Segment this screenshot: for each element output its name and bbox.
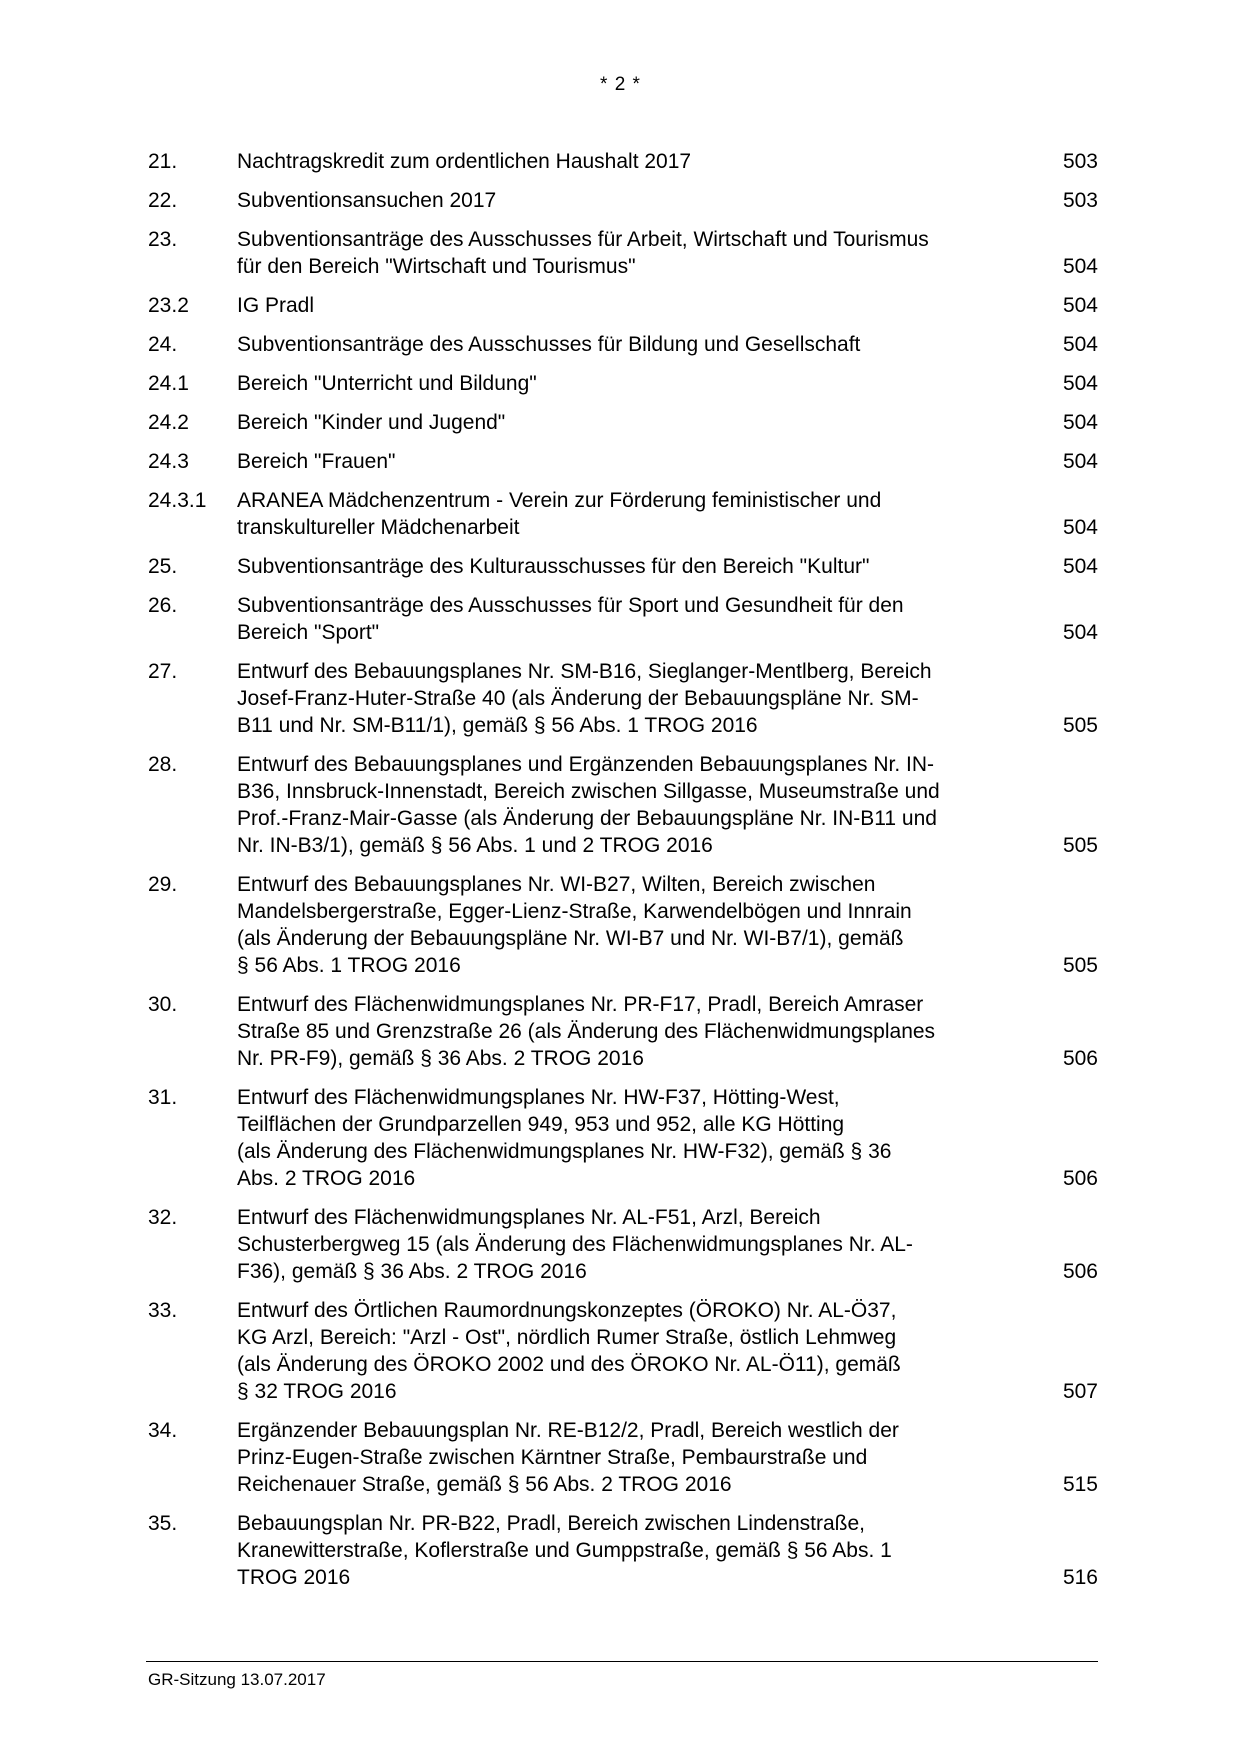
toc-entry-page: 506: [1062, 1260, 1098, 1283]
toc-entry-number: 24.3: [148, 450, 189, 473]
toc-entry-number: 24.3.1: [148, 489, 207, 512]
toc-entry-30: [148, 991, 1098, 1072]
toc-entry-24-2: [148, 409, 1098, 436]
toc-entry-title: Nachtragskredit zum ordentlichen Haushalt 2017: [237, 150, 692, 173]
toc-entry-22: [148, 187, 1098, 214]
toc-entry-number: 23.: [148, 228, 178, 251]
toc-entry-23-2: [148, 292, 1098, 319]
toc-entry-25: [148, 553, 1098, 580]
toc-entry-title: Entwurf des Bebauungsplanes und Ergänzenden Bebauungsplanes Nr. IN- B36, Innsbruck-Innenstadt, Bereich zwischen Sillgasse, Museumstraße und Prof.-Franz-Mair-Gasse (als Änderung der Bebauungspläne Nr. IN-B11 und Nr. IN-B3/1), gemäß § 56 Abs. 1 und 2 TROG 2016: [237, 753, 940, 857]
toc-entry-title: Subventionsansuchen 2017: [237, 189, 497, 212]
toc-entry-number: 24.2: [148, 411, 189, 434]
toc-entry-number: 30.: [148, 993, 178, 1016]
toc-entry-number: 24.: [148, 333, 178, 356]
toc-entry-page: 506: [1062, 1047, 1098, 1070]
toc-entry-page: 503: [1062, 189, 1098, 212]
toc-entry-26: [148, 592, 1098, 646]
toc-entry-page: 504: [1062, 255, 1098, 278]
toc-entry-29: [148, 871, 1098, 979]
toc-entry-number: 24.1: [148, 372, 189, 395]
table-of-contents: [148, 148, 1098, 1603]
toc-entry-page: 504: [1062, 621, 1098, 644]
toc-entry-number: 34.: [148, 1419, 178, 1442]
toc-entry-35: [148, 1510, 1098, 1591]
toc-entry-number: 35.: [148, 1512, 178, 1535]
toc-entry-page: 504: [1062, 411, 1098, 434]
toc-entry-title: Subventionsanträge des Kulturausschusses für den Bereich "Kultur": [237, 555, 870, 578]
footer-divider: [146, 1661, 1098, 1662]
toc-entry-21: [148, 148, 1098, 175]
toc-entry-page: 503: [1062, 150, 1098, 173]
toc-entry-page: 515: [1062, 1473, 1098, 1496]
toc-entry-24-3: [148, 448, 1098, 475]
toc-entry-title: Subventionsanträge des Ausschusses für Sport und Gesundheit für den Bereich "Sport": [237, 594, 904, 644]
toc-entry-number: 21.: [148, 150, 178, 173]
toc-entry-title: Entwurf des Bebauungsplanes Nr. WI-B27, Wilten, Bereich zwischen Mandelsbergerstraße, Egger-Lienz-Straße, Karwendelbögen und Innrain (als Änderung der Bebauungspläne Nr. WI-B7 und Nr. WI-B7/1), gemäß § 56 Abs. 1 TROG 2016: [237, 873, 912, 977]
toc-entry-title: Entwurf des Örtlichen Raumordnungskonzeptes (ÖROKO) Nr. AL-Ö37, KG Arzl, Bereich: "Arzl - Ost", nördlich Rumer Straße, östlich Lehmweg (als Änderung des ÖROKO 2002 und des ÖROKO Nr. AL-Ö11), gemäß § 32 TROG 2016: [237, 1299, 901, 1403]
toc-entry-number: 26.: [148, 594, 178, 617]
toc-entry-title: ARANEA Mädchenzentrum - Verein zur Förderung feministischer und transkultureller Mädchenarbeit: [237, 489, 882, 539]
toc-entry-title: IG Pradl: [237, 294, 315, 317]
toc-entry-24-1: [148, 370, 1098, 397]
toc-entry-page: 504: [1062, 294, 1098, 317]
page-number: * 2 *: [600, 74, 641, 95]
toc-entry-title: Entwurf des Flächenwidmungsplanes Nr. AL-F51, Arzl, Bereich Schusterbergweg 15 (als Änderung des Flächenwidmungsplanes Nr. AL- F36), gemäß § 36 Abs. 2 TROG 2016: [237, 1206, 913, 1283]
toc-entry-title: Bebauungsplan Nr. PR-B22, Pradl, Bereich zwischen Lindenstraße, Kranewitterstraße, Koflerstraße und Gumppstraße, gemäß § 56 Abs. 1 TROG 2016: [237, 1512, 892, 1589]
toc-entry-page: 504: [1062, 333, 1098, 356]
toc-entry-title: Bereich "Frauen": [237, 450, 396, 473]
toc-entry-title: Subventionsanträge des Ausschusses für Arbeit, Wirtschaft und Tourismus für den Bereich "Wirtschaft und Tourismus": [237, 228, 929, 278]
toc-entry-28: [148, 751, 1098, 859]
toc-entry-32: [148, 1204, 1098, 1285]
toc-entry-page: 504: [1062, 555, 1098, 578]
toc-entry-24-3-1: [148, 487, 1098, 541]
toc-entry-number: 28.: [148, 753, 178, 776]
toc-entry-number: 27.: [148, 660, 178, 683]
toc-entry-page: 505: [1062, 834, 1098, 857]
toc-entry-number: 31.: [148, 1086, 178, 1109]
toc-entry-page: 506: [1062, 1167, 1098, 1190]
toc-entry-number: 29.: [148, 873, 178, 896]
toc-entry-title: Subventionsanträge des Ausschusses für Bildung und Gesellschaft: [237, 333, 861, 356]
toc-entry-page: 504: [1062, 516, 1098, 539]
toc-entry-page: 505: [1062, 954, 1098, 977]
toc-entry-title: Bereich "Kinder und Jugend": [237, 411, 506, 434]
toc-entry-title: Entwurf des Bebauungsplanes Nr. SM-B16, Sieglanger-Mentlberg, Bereich Josef-Franz-Huter-Straße 40 (als Änderung der Bebauungspläne Nr. SM- B11 und Nr. SM-B11/1), gemäß § 56 Abs. 1 TROG 2016: [237, 660, 932, 737]
toc-entry-34: [148, 1417, 1098, 1498]
toc-entry-27: [148, 658, 1098, 739]
toc-entry-33: [148, 1297, 1098, 1405]
toc-entry-24: [148, 331, 1098, 358]
footer-session-date: GR-Sitzung 13.07.2017: [148, 1670, 326, 1689]
toc-entry-title: Entwurf des Flächenwidmungsplanes Nr. PR-F17, Pradl, Bereich Amraser Straße 85 und Grenzstraße 26 (als Änderung des Flächenwidmungsplanes Nr. PR-F9), gemäß § 36 Abs. 2 TROG 2016: [237, 993, 936, 1070]
toc-entry-number: 33.: [148, 1299, 178, 1322]
toc-entry-page: 507: [1062, 1380, 1098, 1403]
toc-entry-page: 504: [1062, 372, 1098, 395]
toc-entry-number: 32.: [148, 1206, 178, 1229]
toc-entry-23: [148, 226, 1098, 280]
toc-entry-number: 25.: [148, 555, 178, 578]
toc-entry-title: Entwurf des Flächenwidmungsplanes Nr. HW-F37, Hötting-West, Teilflächen der Grundparzellen 949, 953 und 952, alle KG Hötting (als Änderung des Flächenwidmungsplanes Nr. HW-F32), gemäß § 36 Abs. 2 TROG 2016: [237, 1086, 892, 1190]
toc-entry-title: Bereich "Unterricht und Bildung": [237, 372, 537, 395]
toc-entry-number: 22.: [148, 189, 178, 212]
toc-entry-title: Ergänzender Bebauungsplan Nr. RE-B12/2, Pradl, Bereich westlich der Prinz-Eugen-Straße zwischen Kärntner Straße, Pembaurstraße und Reichenauer Straße, gemäß § 56 Abs. 2 TROG 2016: [237, 1419, 899, 1496]
toc-entry-page: 504: [1062, 450, 1098, 473]
toc-entry-31: [148, 1084, 1098, 1192]
toc-entry-page: 516: [1062, 1566, 1098, 1589]
toc-entry-page: 505: [1062, 714, 1098, 737]
toc-entry-number: 23.2: [148, 294, 189, 317]
